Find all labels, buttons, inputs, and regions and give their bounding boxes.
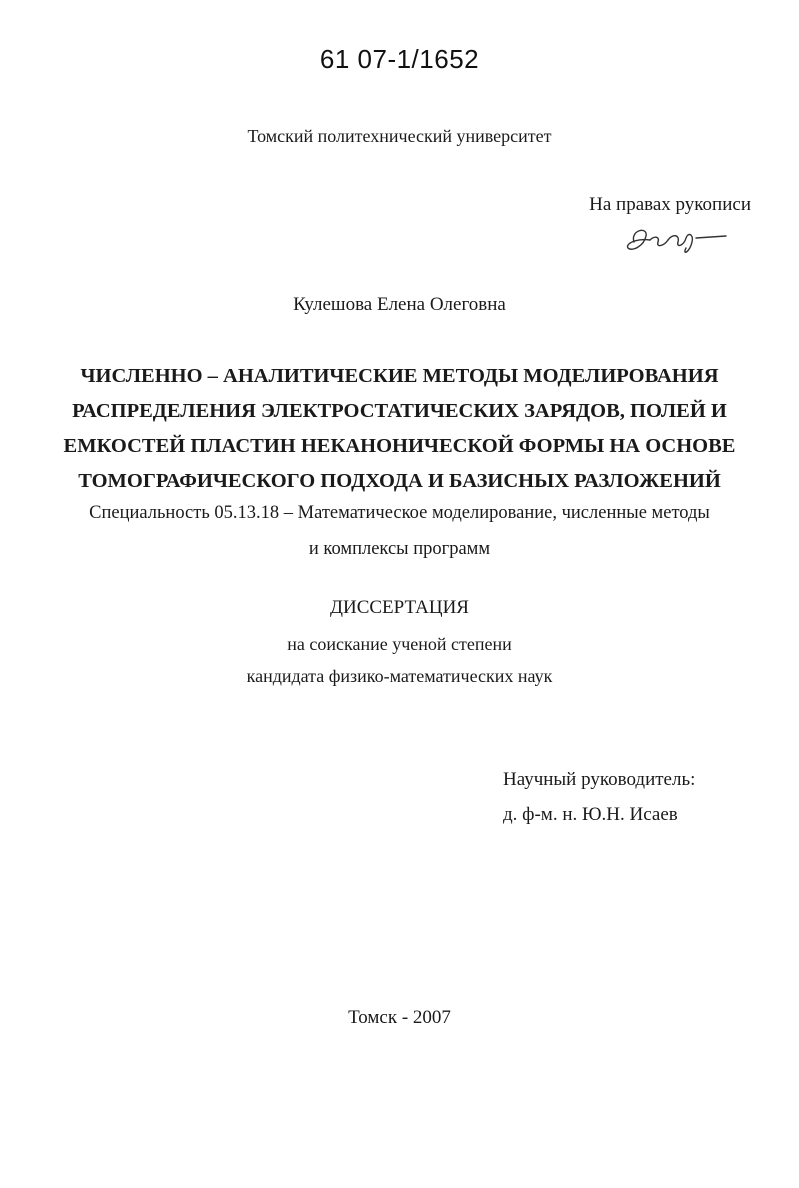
dissertation-title [0, 359, 799, 499]
title-line: ЕМКОСТЕЙ ПЛАСТИН НЕКАНОНИЧЕСКОЙ ФОРМЫ НА ОСНОВЕ [63, 435, 736, 457]
supervisor-name: д. ф-м. н. Ю.Н. Исаев [503, 804, 678, 825]
institution-name: Томский политехнический университет [247, 126, 552, 146]
work-type: ДИССЕРТАЦИЯ [330, 597, 469, 618]
archive-code: 61 07-1/1652 [319, 44, 480, 74]
handwritten-signature [620, 222, 730, 258]
title-line: ТОМОГРАФИЧЕСКОГО ПОДХОДА И БАЗИСНЫХ РАЗЛОЖЕНИЙ [78, 470, 721, 492]
degree-line: на соискание ученой степени [287, 634, 512, 654]
title-line: РАСПРЕДЕЛЕНИЯ ЭЛЕКТРОСТАТИЧЕСКИХ ЗАРЯДОВ, ПОЛЕЙ И [72, 400, 727, 422]
degree-line: кандидата физико-математических наук [246, 666, 553, 686]
author-name: Кулешова Елена Олеговна [293, 294, 506, 315]
specialty-line: и комплексы программ [308, 539, 491, 559]
rights-notice: На правах рукописи [589, 194, 751, 215]
city-year: Томск - 2007 [348, 1007, 451, 1028]
specialty [0, 495, 799, 567]
supervisor-label: Научный руководитель: [503, 769, 696, 790]
title-line: ЧИСЛЕННО – АНАЛИТИЧЕСКИЕ МЕТОДЫ МОДЕЛИРОВАНИЯ [80, 365, 719, 387]
specialty-line: Специальность 05.13.18 – Математическое моделирование, численные методы [89, 503, 710, 523]
